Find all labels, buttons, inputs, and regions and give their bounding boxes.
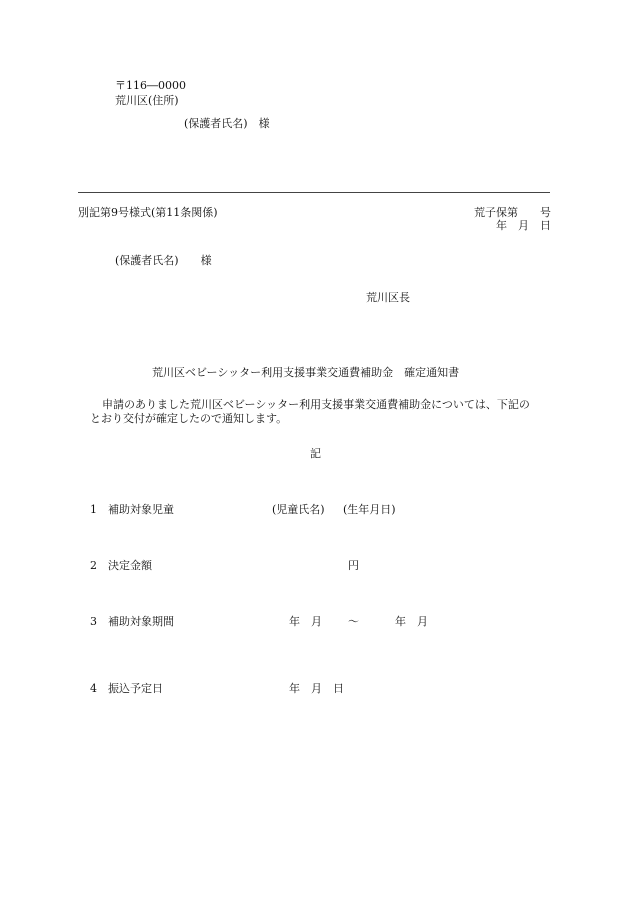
item-number: 3 bbox=[90, 615, 97, 628]
item-label-transfer-date: 振込予定日 bbox=[108, 682, 163, 695]
item-label-child: 補助対象児童 bbox=[108, 503, 174, 516]
amount-unit: 円 bbox=[348, 559, 359, 572]
item-number: 4 bbox=[90, 682, 97, 695]
fold-divider bbox=[78, 192, 550, 193]
form-label: 別記第9号様式(第11条関係) bbox=[78, 206, 218, 219]
transfer-date-value: 年 月 日 bbox=[289, 682, 344, 695]
birthdate-placeholder: (生年月日) bbox=[343, 503, 396, 516]
address-recipient: (保護者氏名) 様 bbox=[184, 117, 270, 130]
item-label-period: 補助対象期間 bbox=[108, 615, 174, 628]
postal-code: 〒116―0000 bbox=[115, 79, 186, 92]
issue-date: 年 月 日 bbox=[496, 219, 551, 232]
sender-name: 荒川区長 bbox=[366, 291, 410, 304]
period-start: 年 月 bbox=[289, 615, 322, 628]
recipient-name: (保護者氏名) 様 bbox=[115, 254, 212, 267]
body-line-1: 申請のありました荒川区ベビーシッター利用支援事業交通費補助金については、下記の bbox=[102, 398, 530, 411]
document-title: 荒川区ベビーシッター利用支援事業交通費補助金 確定通知書 bbox=[152, 366, 460, 379]
period-end: 年 月 bbox=[395, 615, 428, 628]
child-name-placeholder: (児童氏名) bbox=[272, 503, 325, 516]
document-number: 荒子保第 号 bbox=[474, 206, 551, 219]
address-line: 荒川区(住所) bbox=[115, 94, 179, 107]
period-separator: ～ bbox=[348, 615, 359, 628]
item-number: 2 bbox=[90, 559, 97, 572]
body-line-2: とおり交付が確定したので通知します。 bbox=[90, 412, 288, 425]
ki-heading: 記 bbox=[310, 447, 321, 460]
item-number: 1 bbox=[90, 503, 97, 516]
item-label-amount: 決定金額 bbox=[108, 559, 152, 572]
